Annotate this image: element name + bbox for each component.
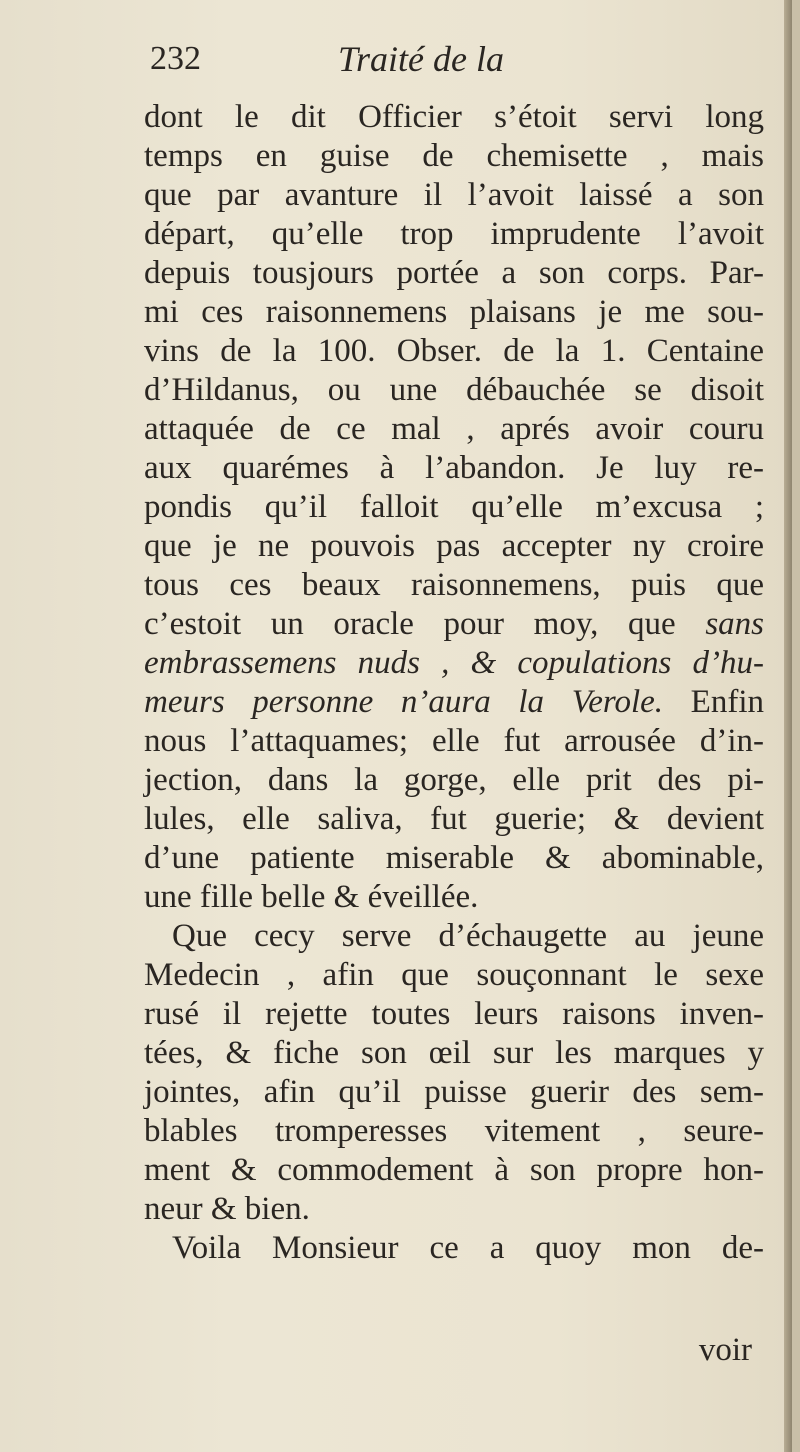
text-line: Medecin , afin que souçonnant le sexe [144,957,764,993]
text-line: que je ne pouvois pas accepter ny croire [144,528,764,564]
text-line: rusé il rejette toutes leurs raisons inven- [144,996,764,1032]
text-line: embrassemens nuds , & copulations d’hu- [144,645,764,681]
text-line: c’estoit un oracle pour moy, que sans [144,606,764,642]
italic-run: meurs personne n’aura la Verole. [144,684,664,720]
page-edge [784,0,792,1452]
text-line: depuis tousjours portée a son corps. Par- [144,255,764,291]
text-line: pondis qu’il falloit qu’elle m’excusa ; [144,489,764,525]
text-line: départ, qu’elle trop imprudente l’avoit [144,216,764,252]
text-line: aux quarémes à l’abandon. Je luy re- [144,450,764,486]
text-line: nous l’attaquames; elle fut arrousée d’in- [144,723,764,759]
body-text [144,98,764,1268]
page-number: 232 [150,40,201,77]
text-line: jection, dans la gorge, elle prit des pi- [144,762,764,798]
text-line: meurs personne n’aura la Verole. Enfin [144,684,764,720]
text-line: vins de la 100. Obser. de la 1. Centaine [144,333,764,369]
text-line: que par avanture il l’avoit laissé a son [144,177,764,213]
text-line: tées, & fiche son œil sur les marques y [144,1035,764,1071]
text-line: temps en guise de chemisette , mais [144,138,764,174]
text-line: d’une patiente miserable & abominable, [144,840,764,876]
text-line: neur & bien. [144,1191,310,1227]
text-line: une fille belle & éveillée. [144,879,479,915]
text-line: tous ces beaux raisonnemens, puis que [144,567,764,603]
page-header [140,38,760,88]
catchword: voir [698,1332,752,1368]
text-line: blables tromperesses vitement , seure- [144,1113,764,1149]
text-line: d’Hildanus, ou une débauchée se disoit [144,372,764,408]
text-line: jointes, afin qu’il puisse guerir des sem- [144,1074,764,1110]
text-line: lules, elle saliva, fut guerie; & devient [144,801,764,837]
text-line: Que cecy serve d’échaugette au jeune [172,918,764,954]
running-title: Traité de la [338,39,505,79]
text-line: dont le dit Officier s’étoit servi long [144,99,764,135]
text-line: ment & commodement à son propre hon- [144,1152,764,1188]
text-line: attaquée de ce mal , aprés avoir couru [144,411,764,447]
text-line: Voila Monsieur ce a quoy mon de- [172,1230,764,1266]
text-line: mi ces raisonnemens plaisans je me sou- [144,294,764,330]
italic-run: sans [705,606,764,642]
